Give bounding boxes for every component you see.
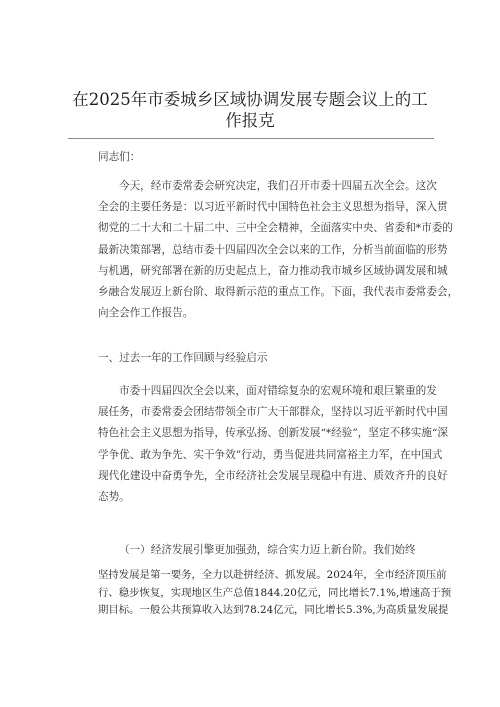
title-line-2: 作报克 [225, 111, 275, 131]
text-line: 展任务，市委常委会团结带领全市广大干部群众，坚持以习近平新时代中国 [98, 406, 448, 419]
text-line: 坚持发展是第一要务，全力以赴拼经济、抓发展。2024年，全市经济顶压前 [98, 569, 447, 581]
text-line: 学争优、敢为争先、实干争效”行动，勇当促进共同富裕主力军，在中国式 [98, 448, 443, 461]
text-line: 彻党的二十大和二十届二中、三中全会精神，全面落实中央、省委和*市委的 [98, 222, 453, 235]
section-1-paragraph [98, 381, 448, 508]
text-line: 今天，经市委常委会研究决定，我们召开市委十四届五次全会。这次 [119, 180, 437, 192]
section-1-heading [98, 348, 435, 369]
text-line: 期目标。一般公共预算收入达到78.24亿元，同比增长5.3%,为高质量发展提 [98, 604, 449, 616]
text-line: 行、稳步恢复，实现地区生产总值1844.20亿元，同比增长7.1%,增速高于预 [98, 586, 452, 599]
title-line-1: 在2025年市委城乡区域协调发展专题会议上的工 [72, 90, 428, 109]
text-line: 向全会作工作报告。 [98, 307, 194, 320]
text-line: 全会的主要任务是：以习近平新时代中国特色社会主义思想为指导，深入贯 [98, 201, 448, 214]
text-line: 市委十四届四次全会以来，面对错综复杂的宏观环境和艰巨繁重的发 [119, 385, 437, 397]
salutation [98, 147, 435, 168]
document-title [60, 89, 440, 131]
subsection-1-heading-text: （一）经济发展引擎更加强劲，综合实力迈上新台阶。我们始终 [119, 544, 416, 556]
text-line: 最新决策部署，总结市委十四届四次全会以来的工作，分析当前面临的形势 [98, 243, 448, 256]
subsection-1-paragraph [98, 567, 452, 620]
text-line: 现代化建设中奋勇争先，全市经济社会发展呈现稳中有进、质效齐升的良好 [98, 469, 448, 482]
text-line: 乡融合发展迈上新台阶、取得新示范的重点工作。下面，我代表市委常委会， [98, 285, 459, 298]
text-line: 态势。 [98, 490, 130, 503]
text-line: 与机遇，研究部署在新的历史起点上，奋力推动我市城乡区域协调发展和城 [98, 264, 448, 277]
intro-paragraph [98, 176, 459, 324]
text-line: 特色社会主义思想为指导，传承弘扬、创新发展“*经验”，坚定不移实施“深 [98, 427, 448, 440]
subsection-1-heading [119, 540, 456, 561]
title-divider [68, 138, 434, 139]
section-1-heading-text: 一、过去一年的工作回顾与经验启示 [98, 352, 268, 364]
salutation-text: 同志们： [98, 151, 141, 163]
